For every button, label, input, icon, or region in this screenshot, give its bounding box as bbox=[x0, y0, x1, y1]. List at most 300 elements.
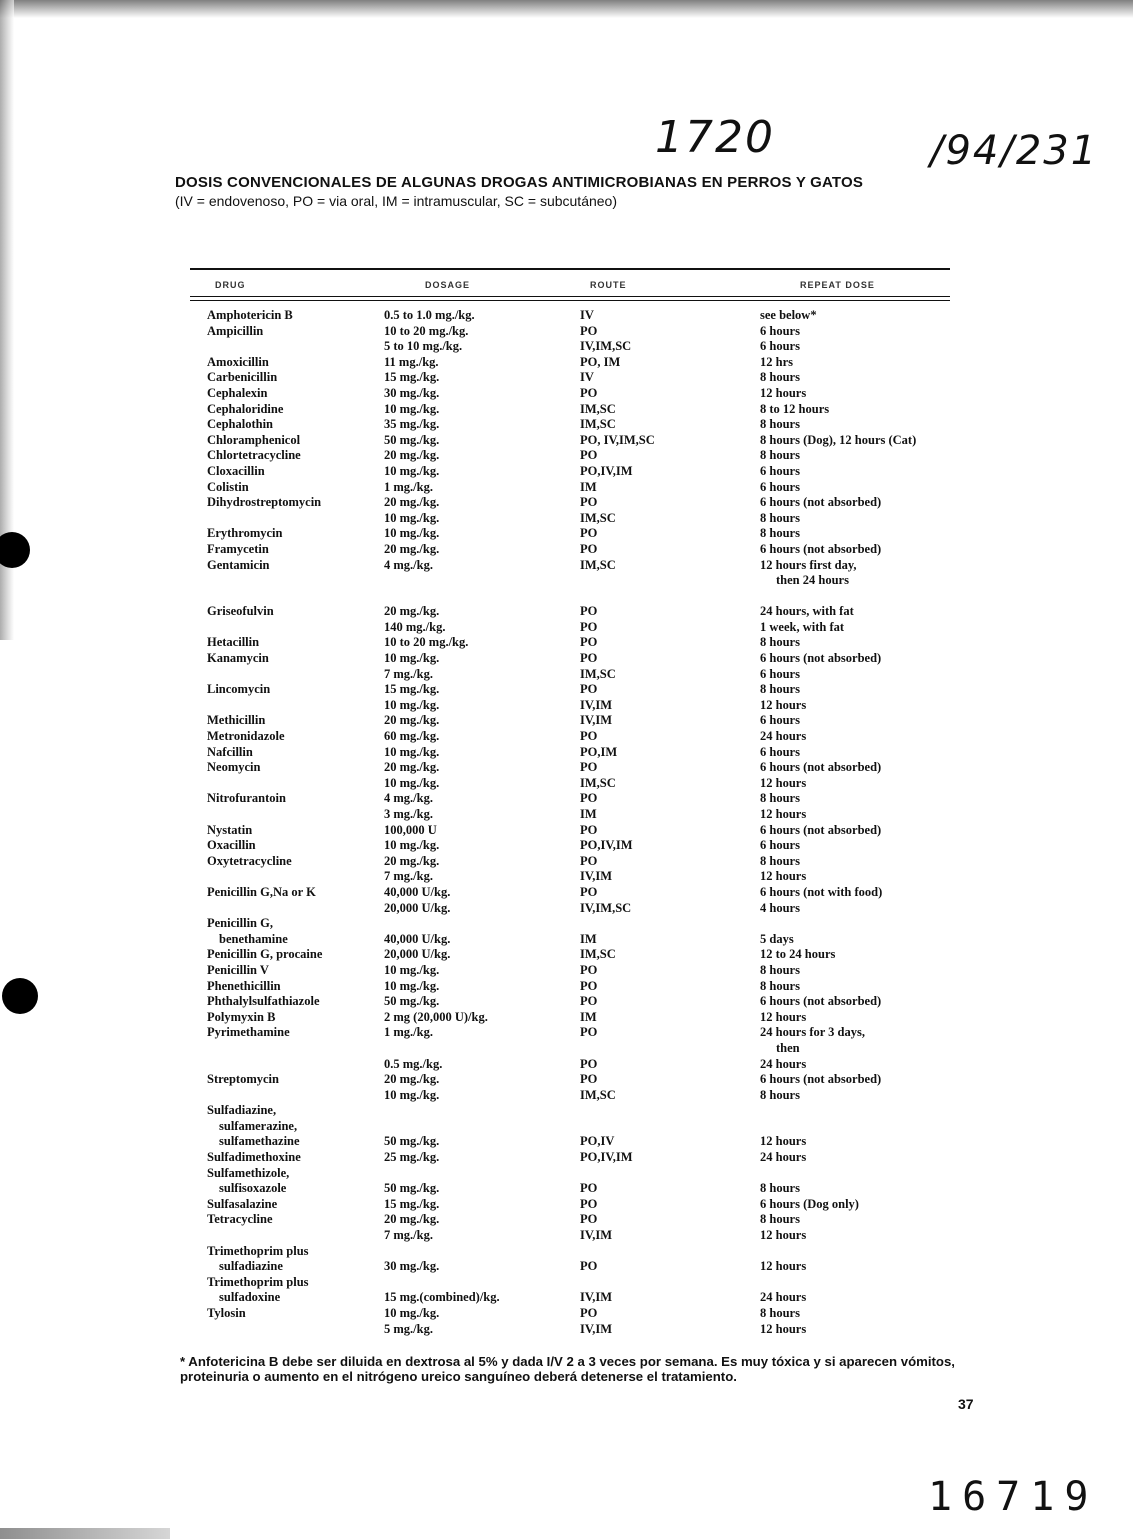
header-drug: DRUG bbox=[215, 280, 246, 290]
drug-cell: Phenethicillin bbox=[207, 978, 281, 993]
drug-cell: Penicillin V bbox=[207, 962, 269, 977]
dosage-cell: 20 mg./kg. bbox=[384, 713, 440, 728]
dosage-cell: 35 mg./kg. bbox=[384, 417, 440, 432]
dosage-cell: 140 mg./kg. bbox=[384, 619, 446, 634]
dosage-cell: 10 mg./kg. bbox=[384, 526, 440, 541]
repeat-dose-cell: 1 week, with fat bbox=[760, 619, 845, 634]
repeat-dose-cell: 12 hours bbox=[760, 869, 807, 884]
route-cell: IM,SC bbox=[580, 947, 616, 962]
drug-cell: Polymyxin B bbox=[207, 1009, 276, 1024]
drug-cell: Nitrofurantoin bbox=[207, 791, 286, 806]
table-row bbox=[0, 1290, 1133, 1306]
route-cell: PO,IV,IM bbox=[580, 1150, 633, 1165]
table-row bbox=[0, 932, 1133, 948]
repeat-dose-cell: 6 hours bbox=[760, 463, 800, 478]
dosage-cell: 7 mg./kg. bbox=[384, 1228, 433, 1243]
dosage-cell: 7 mg./kg. bbox=[384, 666, 433, 681]
route-cell: PO bbox=[580, 853, 598, 868]
table-row bbox=[0, 480, 1133, 496]
table-row bbox=[0, 386, 1133, 402]
repeat-dose-cell: 12 hours bbox=[760, 1228, 807, 1243]
drug-cell: Nafcillin bbox=[207, 744, 253, 759]
table-row bbox=[0, 558, 1133, 574]
table-row bbox=[0, 1119, 1133, 1135]
route-cell: PO bbox=[580, 760, 598, 775]
table-row bbox=[0, 604, 1133, 620]
table-row bbox=[0, 1103, 1133, 1119]
dosage-cell: 20 mg./kg. bbox=[384, 541, 440, 556]
route-cell: PO bbox=[580, 541, 598, 556]
drug-cell: Sulfadiazine, bbox=[207, 1103, 277, 1118]
table-row bbox=[0, 1275, 1133, 1291]
drug-cell: Amphotericin B bbox=[207, 308, 293, 322]
table-row bbox=[0, 729, 1133, 745]
route-cell: IV,IM bbox=[580, 713, 613, 728]
table-row bbox=[0, 682, 1133, 698]
route-cell: PO bbox=[580, 994, 598, 1009]
table-row bbox=[0, 433, 1133, 449]
table-row bbox=[0, 370, 1133, 386]
dosage-cell: 1 mg./kg. bbox=[384, 479, 433, 494]
dosage-cell: 20,000 U/kg. bbox=[384, 947, 451, 962]
dosage-cell: 50 mg./kg. bbox=[384, 1134, 440, 1149]
drug-cell: sulfisoxazole bbox=[219, 1181, 287, 1196]
dosage-cell: 5 mg./kg. bbox=[384, 1321, 433, 1336]
table-row bbox=[0, 542, 1133, 558]
repeat-dose-cell: 6 hours (not absorbed) bbox=[760, 822, 882, 837]
table-row bbox=[0, 979, 1133, 995]
route-cell: IM bbox=[580, 931, 597, 946]
drug-cell: Dihydrostreptomycin bbox=[207, 495, 322, 510]
table-row bbox=[0, 1025, 1133, 1041]
table-row bbox=[0, 526, 1133, 542]
route-cell: IM,SC bbox=[580, 401, 616, 416]
repeat-dose-cell: 8 hours bbox=[760, 682, 800, 697]
repeat-dose-cell: 8 hours bbox=[760, 526, 800, 541]
drug-cell: Penicillin G, procaine bbox=[207, 947, 323, 962]
table-row bbox=[0, 448, 1133, 464]
table-row bbox=[0, 791, 1133, 807]
route-cell: PO bbox=[580, 651, 598, 666]
route-cell: IV,IM bbox=[580, 697, 613, 712]
drug-cell: sulfamethazine bbox=[219, 1134, 300, 1149]
drug-cell: Cephalexin bbox=[207, 385, 268, 400]
scan-edge-top bbox=[0, 0, 1133, 18]
repeat-dose-cell: 8 hours bbox=[760, 448, 800, 463]
dosage-cell: 20 mg./kg. bbox=[384, 853, 440, 868]
drug-cell: Pyrimethamine bbox=[207, 1025, 290, 1040]
drug-cell: Framycetin bbox=[207, 541, 269, 556]
repeat-dose-cell: 5 days bbox=[760, 931, 794, 946]
drug-cell: Cephaloridine bbox=[207, 401, 284, 416]
route-cell: IV,IM,SC bbox=[580, 900, 632, 915]
drug-cell: Gentamicin bbox=[207, 557, 270, 572]
repeat-dose-cell: see below* bbox=[760, 308, 817, 322]
dosage-cell: 25 mg./kg. bbox=[384, 1150, 440, 1165]
dosage-cell: 10 to 20 mg./kg. bbox=[384, 323, 469, 338]
repeat-dose-cell: 12 hours bbox=[760, 1259, 807, 1274]
route-cell: IV bbox=[580, 370, 594, 385]
table-row bbox=[0, 1150, 1133, 1166]
table-row bbox=[0, 620, 1133, 636]
table-row bbox=[0, 1306, 1133, 1322]
route-cell: IM,SC bbox=[580, 775, 616, 790]
route-cell: IM,SC bbox=[580, 510, 616, 525]
table-row bbox=[0, 854, 1133, 870]
page-title: DOSIS CONVENCIONALES DE ALGUNAS DROGAS ANTIMICROBIANAS EN PERROS Y GATOS bbox=[175, 174, 864, 191]
repeat-dose-cell: 6 hours bbox=[760, 838, 800, 853]
drug-cell: Oxacillin bbox=[207, 838, 256, 853]
drug-cell: Phthalylsulfathiazole bbox=[207, 994, 320, 1009]
route-cell: PO bbox=[580, 1212, 598, 1227]
handwritten-number-top: 1720 bbox=[655, 112, 775, 163]
repeat-dose-cell: 8 hours bbox=[760, 417, 800, 432]
route-cell: PO bbox=[580, 822, 598, 837]
table-row bbox=[0, 1166, 1133, 1182]
drug-cell: Tetracycline bbox=[207, 1212, 273, 1227]
table-row bbox=[0, 667, 1133, 683]
footnote: * Anfotericina B debe ser diluida en dextrosa al 5% y dada I/V 2 a 3 veces por semana. Es muy tóxica y si aparecen vómitos, proteinuria o aumento en el nitrógeno ureico sanguíneo deberá detenerse el tratamiento. bbox=[180, 1354, 955, 1384]
dosage-cell: 0.5 to 1.0 mg./kg. bbox=[384, 308, 475, 322]
route-cell: PO bbox=[580, 1259, 598, 1274]
dosage-cell: 15 mg./kg. bbox=[384, 370, 440, 385]
drug-cell: Nystatin bbox=[207, 822, 253, 837]
dosage-cell: 50 mg./kg. bbox=[384, 432, 440, 447]
page-subtitle: (IV = endovenoso, PO = via oral, IM = intramuscular, SC = subcutáneo) bbox=[175, 193, 618, 209]
dosage-cell: 10 mg./kg. bbox=[384, 510, 440, 525]
table-row bbox=[0, 1088, 1133, 1104]
handwritten-reference-top-right: /94/231 bbox=[930, 128, 1099, 174]
dosage-cell: 30 mg./kg. bbox=[384, 1259, 440, 1274]
table-row bbox=[0, 947, 1133, 963]
repeat-dose-cell: 8 hours bbox=[760, 370, 800, 385]
dosage-cell: 15 mg./kg. bbox=[384, 1196, 440, 1211]
table-row bbox=[0, 807, 1133, 823]
dosage-cell: 0.5 mg./kg. bbox=[384, 1056, 443, 1071]
dosage-cell: 20 mg./kg. bbox=[384, 1072, 440, 1087]
drug-cell: Chlortetracycline bbox=[207, 448, 301, 463]
table-row bbox=[0, 1244, 1133, 1260]
route-cell: IM bbox=[580, 1009, 597, 1024]
drug-cell: sulfamerazine, bbox=[219, 1118, 298, 1133]
repeat-dose-cell: 6 hours (Dog only) bbox=[760, 1196, 859, 1211]
table-row bbox=[0, 464, 1133, 480]
route-cell: PO, IM bbox=[580, 354, 621, 369]
drug-cell: sulfadiazine bbox=[219, 1259, 283, 1274]
repeat-dose-cell: 8 hours bbox=[760, 978, 800, 993]
header-route: ROUTE bbox=[590, 280, 627, 290]
route-cell: PO bbox=[580, 604, 598, 619]
table-row bbox=[0, 901, 1133, 917]
route-cell: IV,IM bbox=[580, 1228, 613, 1243]
repeat-dose-cell: 8 hours bbox=[760, 1306, 800, 1320]
table-row bbox=[0, 355, 1133, 371]
table-top-rule bbox=[190, 268, 950, 270]
dosage-cell: 1 mg./kg. bbox=[384, 1025, 433, 1040]
repeat-dose-cell: 8 hours bbox=[760, 1212, 800, 1227]
repeat-dose-cell: 8 to 12 hours bbox=[760, 401, 830, 416]
dosage-cell: 5 to 10 mg./kg. bbox=[384, 339, 463, 354]
route-cell: PO bbox=[580, 791, 598, 806]
dosage-cell: 50 mg./kg. bbox=[384, 1181, 440, 1196]
route-cell: PO, IV,IM,SC bbox=[580, 432, 655, 447]
dosage-cell: 10 mg./kg. bbox=[384, 962, 440, 977]
repeat-dose-cell: 24 hours bbox=[760, 729, 807, 744]
route-cell: PO bbox=[580, 1306, 598, 1320]
dosage-cell: 10 mg./kg. bbox=[384, 775, 440, 790]
dosage-cell: 10 to 20 mg./kg. bbox=[384, 635, 469, 650]
dosage-cell: 3 mg./kg. bbox=[384, 807, 433, 821]
dosage-cell: 20 mg./kg. bbox=[384, 448, 440, 463]
handwritten-number-bottom: 16719 bbox=[928, 1474, 1099, 1520]
drug-cell: Metronidazole bbox=[207, 729, 285, 744]
route-cell: PO bbox=[580, 962, 598, 977]
repeat-dose-cell: 24 hours bbox=[760, 1056, 807, 1071]
header-rule-1 bbox=[190, 296, 950, 297]
route-cell: IV,IM bbox=[580, 1290, 613, 1305]
dosage-cell: 7 mg./kg. bbox=[384, 869, 433, 884]
table-row bbox=[0, 916, 1133, 932]
table-row bbox=[0, 963, 1133, 979]
dosage-cell: 4 mg./kg. bbox=[384, 791, 433, 806]
drug-cell: Cephalothin bbox=[207, 417, 273, 432]
drug-cell: Sulfadimethoxine bbox=[207, 1150, 301, 1165]
route-cell: PO bbox=[580, 495, 598, 510]
dosage-cell: 10 mg./kg. bbox=[384, 978, 440, 993]
route-cell: PO bbox=[580, 978, 598, 993]
table-row bbox=[0, 1322, 1133, 1338]
route-cell: PO bbox=[580, 526, 598, 541]
repeat-dose-cell: 8 hours bbox=[760, 1181, 800, 1196]
drug-cell: Lincomycin bbox=[207, 682, 271, 697]
dosage-cell: 20 mg./kg. bbox=[384, 604, 440, 619]
drug-cell: benethamine bbox=[219, 931, 288, 946]
repeat-dose-cell: 24 hours for 3 days, bbox=[760, 1025, 865, 1040]
repeat-dose-cell: 12 hours first day, bbox=[760, 557, 857, 572]
repeat-dose-cell: then bbox=[776, 1040, 800, 1055]
repeat-dose-cell: 8 hours bbox=[760, 510, 800, 525]
route-cell: PO bbox=[580, 682, 598, 697]
dosage-cell: 10 mg./kg. bbox=[384, 1087, 440, 1102]
header-rule-2 bbox=[190, 300, 950, 301]
drug-table bbox=[0, 308, 1133, 1337]
repeat-dose-cell: 6 hours (not absorbed) bbox=[760, 760, 882, 775]
dosage-cell: 20 mg./kg. bbox=[384, 1212, 440, 1227]
drug-cell: Penicillin G, bbox=[207, 916, 273, 931]
dosage-cell: 20,000 U/kg. bbox=[384, 900, 451, 915]
route-cell: IM,SC bbox=[580, 666, 616, 681]
repeat-dose-cell: 12 hours bbox=[760, 1321, 807, 1336]
dosage-cell: 20 mg./kg. bbox=[384, 760, 440, 775]
drug-cell: Sulfasalazine bbox=[207, 1196, 278, 1211]
repeat-dose-cell: 6 hours bbox=[760, 713, 800, 728]
table-row bbox=[0, 417, 1133, 433]
drug-cell: Chloramphenicol bbox=[207, 432, 301, 447]
dosage-cell: 2 mg (20,000 U)/kg. bbox=[384, 1009, 488, 1024]
route-cell: PO bbox=[580, 1072, 598, 1087]
repeat-dose-cell: 6 hours bbox=[760, 339, 800, 354]
route-cell: PO,IV,IM bbox=[580, 838, 633, 853]
repeat-dose-cell: 8 hours bbox=[760, 853, 800, 868]
table-row bbox=[0, 573, 1133, 589]
drug-cell: Colistin bbox=[207, 479, 249, 494]
table-row bbox=[0, 1181, 1133, 1197]
scan-edge-bottom bbox=[0, 1528, 170, 1539]
table-row bbox=[0, 1134, 1133, 1150]
repeat-dose-cell: then 24 hours bbox=[776, 573, 849, 588]
dosage-cell: 4 mg./kg. bbox=[384, 557, 433, 572]
table-row bbox=[0, 635, 1133, 651]
repeat-dose-cell: 12 hours bbox=[760, 385, 807, 400]
drug-cell: Methicillin bbox=[207, 713, 266, 728]
table-row bbox=[0, 589, 1133, 605]
route-cell: PO bbox=[580, 1196, 598, 1211]
table-row bbox=[0, 776, 1133, 792]
repeat-dose-cell: 8 hours bbox=[760, 962, 800, 977]
route-cell: IV,IM bbox=[580, 869, 613, 884]
route-cell: IM,SC bbox=[580, 557, 616, 572]
table-row bbox=[0, 1010, 1133, 1026]
drug-cell: Penicillin G,Na or K bbox=[207, 884, 316, 899]
table-row bbox=[0, 495, 1133, 511]
route-cell: PO bbox=[580, 884, 598, 899]
repeat-dose-cell: 6 hours (not with food) bbox=[760, 884, 883, 899]
route-cell: IV,IM,SC bbox=[580, 339, 632, 354]
table-row bbox=[0, 885, 1133, 901]
table-row bbox=[0, 838, 1133, 854]
table-row bbox=[0, 745, 1133, 761]
dosage-cell: 10 mg./kg. bbox=[384, 463, 440, 478]
route-cell: IV,IM bbox=[580, 1321, 613, 1336]
table-row bbox=[0, 511, 1133, 527]
repeat-dose-cell: 6 hours (not absorbed) bbox=[760, 994, 882, 1009]
drug-cell: Carbenicillin bbox=[207, 370, 278, 385]
repeat-dose-cell: 6 hours bbox=[760, 666, 800, 681]
repeat-dose-cell: 8 hours (Dog), 12 hours (Cat) bbox=[760, 432, 917, 447]
route-cell: PO,IM bbox=[580, 744, 618, 759]
dosage-cell: 11 mg./kg. bbox=[384, 354, 439, 369]
repeat-dose-cell: 24 hours bbox=[760, 1290, 807, 1305]
repeat-dose-cell: 6 hours bbox=[760, 323, 800, 338]
drug-cell: Griseofulvin bbox=[207, 604, 274, 619]
drug-cell: Amoxicillin bbox=[207, 354, 269, 369]
table-row bbox=[0, 994, 1133, 1010]
route-cell: PO bbox=[580, 1181, 598, 1196]
table-row bbox=[0, 1072, 1133, 1088]
drug-cell: Erythromycin bbox=[207, 526, 283, 541]
route-cell: PO,IV bbox=[580, 1134, 615, 1149]
repeat-dose-cell: 12 hours bbox=[760, 775, 807, 790]
table-row bbox=[0, 869, 1133, 885]
dosage-cell: 40,000 U/kg. bbox=[384, 884, 451, 899]
route-cell: IM,SC bbox=[580, 1087, 616, 1102]
drug-cell: Tylosin bbox=[207, 1306, 246, 1320]
dosage-cell: 15 mg./kg. bbox=[384, 682, 440, 697]
route-cell: PO bbox=[580, 323, 598, 338]
repeat-dose-cell: 24 hours bbox=[760, 1150, 807, 1165]
table-row bbox=[0, 698, 1133, 714]
drug-cell: Neomycin bbox=[207, 760, 261, 775]
repeat-dose-cell: 12 hours bbox=[760, 697, 807, 712]
table-row bbox=[0, 339, 1133, 355]
route-cell: IV bbox=[580, 308, 594, 322]
table-row bbox=[0, 1197, 1133, 1213]
drug-cell: Oxytetracycline bbox=[207, 853, 292, 868]
dosage-cell: 50 mg./kg. bbox=[384, 994, 440, 1009]
table-row bbox=[0, 1228, 1133, 1244]
table-row bbox=[0, 1259, 1133, 1275]
drug-cell: Cloxacillin bbox=[207, 463, 265, 478]
page-number: 37 bbox=[958, 1396, 974, 1412]
drug-cell: Kanamycin bbox=[207, 651, 269, 666]
repeat-dose-cell: 24 hours, with fat bbox=[760, 604, 854, 619]
route-cell: PO bbox=[580, 1025, 598, 1040]
route-cell: PO bbox=[580, 635, 598, 650]
header-dosage: DOSAGE bbox=[425, 280, 471, 290]
repeat-dose-cell: 12 to 24 hours bbox=[760, 947, 836, 962]
dosage-cell: 20 mg./kg. bbox=[384, 495, 440, 510]
repeat-dose-cell: 12 hours bbox=[760, 1009, 807, 1024]
dosage-cell: 60 mg./kg. bbox=[384, 729, 440, 744]
route-cell: PO bbox=[580, 448, 598, 463]
dosage-cell: 15 mg.(combined)/kg. bbox=[384, 1290, 500, 1305]
dosage-cell: 100,000 U bbox=[384, 822, 437, 837]
repeat-dose-cell: 6 hours (not absorbed) bbox=[760, 495, 882, 510]
repeat-dose-cell: 8 hours bbox=[760, 791, 800, 806]
table-row bbox=[0, 308, 1133, 324]
table-row bbox=[0, 324, 1133, 340]
route-cell: PO,IV,IM bbox=[580, 463, 633, 478]
dosage-cell: 10 mg./kg. bbox=[384, 651, 440, 666]
dosage-cell: 10 mg./kg. bbox=[384, 744, 440, 759]
dosage-cell: 10 mg./kg. bbox=[384, 697, 440, 712]
drug-cell: Ampicillin bbox=[207, 323, 264, 338]
drug-cell: Sulfamethizole, bbox=[207, 1165, 290, 1180]
route-cell: PO bbox=[580, 619, 598, 634]
dosage-cell: 10 mg./kg. bbox=[384, 401, 440, 416]
repeat-dose-cell: 6 hours (not absorbed) bbox=[760, 541, 882, 556]
drug-cell: sulfadoxine bbox=[219, 1290, 281, 1305]
repeat-dose-cell: 12 hours bbox=[760, 807, 807, 821]
table-row bbox=[0, 1041, 1133, 1057]
drug-cell: Trimethoprim plus bbox=[207, 1274, 309, 1289]
repeat-dose-cell: 12 hrs bbox=[760, 354, 793, 369]
route-cell: IM bbox=[580, 807, 597, 821]
repeat-dose-cell: 8 hours bbox=[760, 1087, 800, 1102]
drug-cell: Streptomycin bbox=[207, 1072, 279, 1087]
repeat-dose-cell: 6 hours bbox=[760, 744, 800, 759]
table-row bbox=[0, 651, 1133, 667]
repeat-dose-cell: 6 hours bbox=[760, 479, 800, 494]
table-row bbox=[0, 1212, 1133, 1228]
route-cell: PO bbox=[580, 729, 598, 744]
table-row bbox=[0, 760, 1133, 776]
table-row bbox=[0, 823, 1133, 839]
dosage-cell: 10 mg./kg. bbox=[384, 838, 440, 853]
route-cell: PO bbox=[580, 385, 598, 400]
dosage-cell: 10 mg./kg. bbox=[384, 1306, 440, 1320]
table-row bbox=[0, 1057, 1133, 1073]
repeat-dose-cell: 6 hours (not absorbed) bbox=[760, 651, 882, 666]
repeat-dose-cell: 12 hours bbox=[760, 1134, 807, 1149]
route-cell: PO bbox=[580, 1056, 598, 1071]
dosage-cell: 30 mg./kg. bbox=[384, 385, 440, 400]
drug-cell: Trimethoprim plus bbox=[207, 1243, 309, 1258]
repeat-dose-cell: 8 hours bbox=[760, 635, 800, 650]
drug-cell: Hetacillin bbox=[207, 635, 260, 650]
route-cell: IM bbox=[580, 479, 597, 494]
table-row bbox=[0, 402, 1133, 418]
